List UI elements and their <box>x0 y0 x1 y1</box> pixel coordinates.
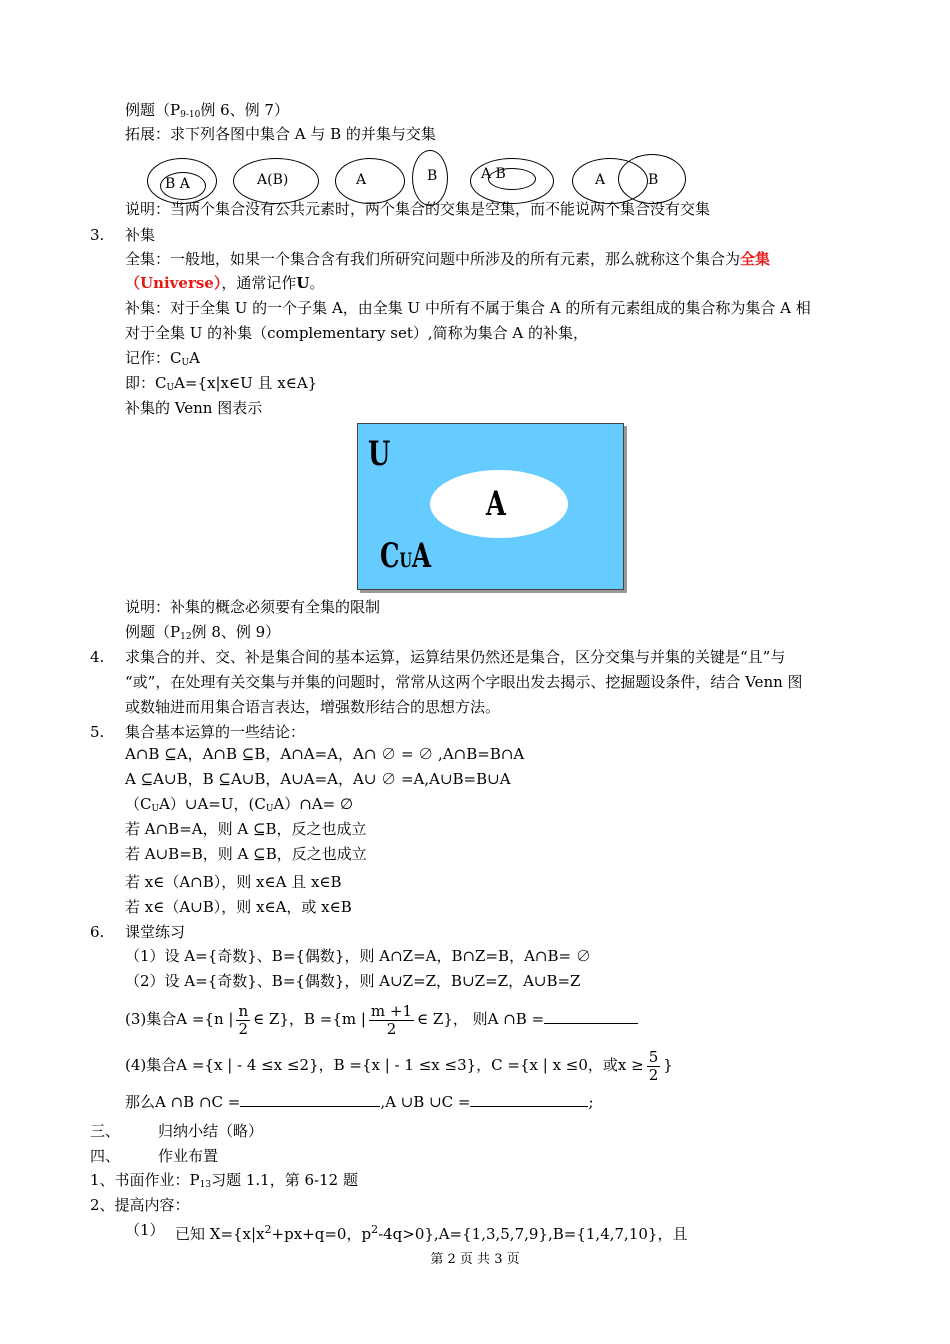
conclusion-4: 若 A∩B=A，则 A ⊆B，反之也成立 <box>125 820 367 838</box>
item-4-line-1: 求集合的并、交、补是集合间的基本运算，运算结果仍然还是集合，区分交集与并集的关键是“且”与 <box>125 648 786 666</box>
complement-definition-2: 对于全集 U 的补集（complementary set）,简称为集合 A 的补集， <box>125 324 588 342</box>
venn-caption: 补集的 Venn 图表示 <box>125 399 263 417</box>
example-line-2: 例题（$P_{12}$例 8、例 9） <box>125 623 281 642</box>
item-4-number: 4. <box>90 648 105 666</box>
note-empty-intersection: 说明：当两个集合没有公共元素时，两个集合的交集是空集，而不能说两个集合没有交集 <box>125 200 711 218</box>
section-3-title: 归纳小结（略） <box>158 1122 264 1140</box>
complement-definition-1: 补集：对于全集 U 的一个子集 A，由全集 U 中所有不属于集合 A 的所有元素组成的集合称为集合 A 相 <box>125 299 811 317</box>
item-4-line-3: 或数轴进而用集合语言表达，增强数形结合的思想方法。 <box>125 698 501 716</box>
answer-blank-union <box>470 1092 588 1107</box>
section-3-number: 三、 <box>90 1122 121 1140</box>
venn-3-label-a: A <box>356 172 367 188</box>
venn-5-label-a: A <box>595 172 606 188</box>
item-5-number: 5. <box>90 723 105 741</box>
example-line: 例题（$P_{9-10}$例 6、例 7） <box>125 101 289 120</box>
exercise-4-answers: 那么A ∩B ∩C = ,A ∪B ∪C = ; <box>125 1093 594 1111</box>
item-6-number: 6. <box>90 923 105 941</box>
universe-definition: 全集：一般地，如果一个集合含有我们所研究问题中所涉及的所有元素，那么就称这个集合为全集 <box>125 250 771 268</box>
item-6-title: 课堂练习 <box>125 923 186 941</box>
exercise-2: （2）设 A={奇数}、B={偶数}，则 A∪Z=Z，B∪Z=Z，A∪B=Z <box>125 972 581 990</box>
item-3-title: 补集 <box>125 226 156 244</box>
venn-5-label-b: B <box>648 172 659 188</box>
universe-definition-cont: （Universe），通常记作U。 <box>125 274 325 292</box>
conclusion-5: 若 A∪B=B，则 A ⊆B，反之也成立 <box>125 845 367 863</box>
extension-line: 拓展：求下列各图中集合 A 与 B 的并集与交集 <box>125 125 436 143</box>
venn-1-label: B A <box>165 176 190 192</box>
conclusion-2: A ⊆A∪B，B ⊆A∪B，A∪A=A，A∪ ∅ =A,A∪B=B∪A <box>125 770 511 788</box>
complement-label: CUA <box>380 536 432 576</box>
conclusion-7: 若 x∈（A∪B），则 x∈A，或 x∈B <box>125 898 352 916</box>
item-5-title: 集合基本运算的一些结论： <box>125 723 306 741</box>
venn-3-ellipse-a <box>335 158 405 204</box>
fraction-m1-over-2: $\frac{m +1}{2}$ <box>370 1001 413 1038</box>
exercise-1: （1）设 A={奇数}、B={偶数}，则 A∩Z=A，B∩Z=B，A∩B= ∅ <box>125 947 591 965</box>
complement-formula: 即：$C_UA=\{x|x\in U$ 且 x∈A} <box>125 374 318 393</box>
section-4-number: 四、 <box>90 1147 121 1165</box>
item-4-line-2: “或”，在处理有关交集与并集的问题时，常常从这两个字眼出发去揭示、挖掘题设条件，结合 Venn 图 <box>125 673 803 691</box>
venn-4-label: A B <box>481 166 506 182</box>
note-complement: 说明：补集的概念必须要有全集的限制 <box>125 598 381 616</box>
answer-blank <box>544 1009 638 1024</box>
homework-item-1-number: （1） <box>125 1221 165 1239</box>
fraction-5-over-2: $\frac{5}{2}$ <box>648 1047 659 1084</box>
venn-2-label: A(B) <box>257 172 289 188</box>
universe-label: U <box>368 434 391 474</box>
complement-notation: 记作：$C_UA$ <box>125 349 200 368</box>
section-4-title: 作业布置 <box>158 1147 219 1165</box>
homework-2: 2、提高内容： <box>90 1196 190 1214</box>
item-3-number: 3. <box>90 226 105 244</box>
conclusion-6: 若 x∈（A∩B），则 x∈A 且 x∈B <box>125 873 342 891</box>
answer-blank-intersection <box>240 1092 380 1107</box>
conclusion-3: $(C_UA)\cup A=U$，$(C_UA)\cap A=$ ∅ <box>125 795 354 814</box>
conclusion-1: A∩B ⊆A，A∩B ⊆B，A∩A=A，A∩ ∅ = ∅ ,A∩B=B∩A <box>125 745 525 763</box>
homework-item-1-text: 已知 $X=\{x|x^2+px+q=0$，$p^2-4q>0\},A=\{1,3,5,7,9\},B=\{1,4,7,10\}$，且 <box>175 1223 688 1243</box>
exercise-3: (3)集合A ={n | $\frac{n}{2}$ ∈ Z}，B ={m | $\frac{m +1}{2}$ ∈ Z}， 则A ∩B = <box>125 1000 638 1038</box>
venn-3-label-b: B <box>427 168 438 184</box>
set-a-label: A <box>486 484 506 524</box>
fraction-n-over-2: $\frac{n}{2}$ <box>238 1001 249 1038</box>
page-footer: 第 2 页 共 3 页 <box>430 1252 520 1267</box>
homework-1: 1、书面作业：$P_{13}$习题 1.1，第 6-12 题 <box>90 1171 358 1190</box>
complement-venn-diagram <box>357 423 624 590</box>
exercise-4: (4)集合A ={x | - 4 ≤x ≤2}，B ={x | - 1 ≤x ≤3}，C ={x | x ≤0，或x ≥ $\frac{5}{2}$ } <box>125 1047 673 1084</box>
